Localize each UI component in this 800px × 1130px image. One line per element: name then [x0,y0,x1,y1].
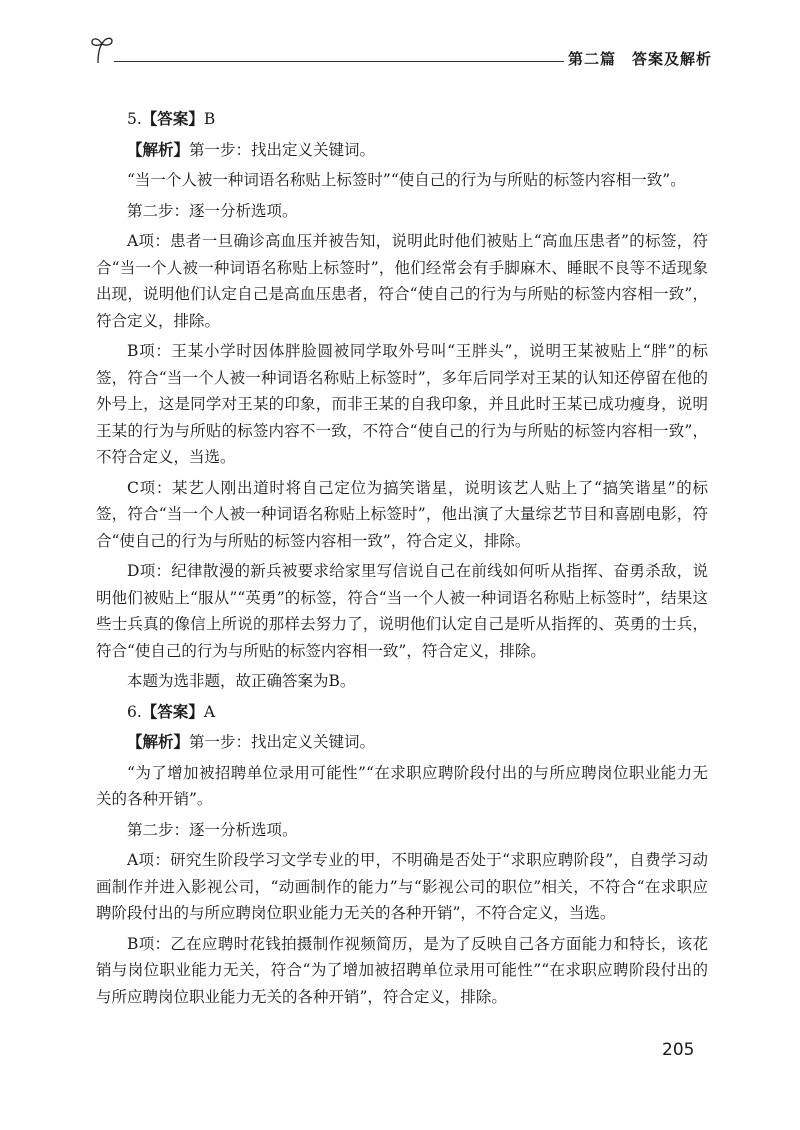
q6-option-a: A项：研究生阶段学习文学专业的甲，不明确是否处于“求职应聘阶段”，自费学习动画制作并进入影视公司，“动画制作的能力”与“影视公司的职位”相关，不符合“在求职应聘阶段付出的与所应聘岗位职业能力无关的各种开销”，不符合定义，当选。 [96,851,708,922]
q5-answer-num: 5. [127,110,142,128]
q6-step2: 第二步：逐一分析选项。 [127,820,298,839]
q6-answer-num: 6. [127,702,142,721]
q6-keywords: “为了增加被招聘单位录用可能性”“在求职应聘阶段付出的与所应聘岗位职业能力无关的各种开销”。 [96,763,708,808]
section-title: 第二篇 答案及解析 [567,50,712,68]
q5-step2: 第二步：逐一分析选项。 [127,201,298,220]
sprout-icon [90,34,116,64]
q6-answer [96,699,708,726]
q5-conclusion: 本题为选非题，故正确答案为B。 [127,672,356,690]
q5-option-a: A项：患者一旦确诊高血压并被告知，说明此时他们被贴上“高血压患者”的标签，符合“当一个人被一种词语名称贴上标签时”，他们经常会有手脚麻木、睡眠不良等不适现象出现，说明他们认定自己是高血压患者，符合“使自己的行为与所贴的标签内容相一致”，符合定义，排除。 [96,232,708,330]
q6-option-b: B项：乙在应聘时花钱拍摄制作视频简历，是为了反映自己各方面能力和特长，该花销与岗位职业能力无关，符合“为了增加被招聘单位录用可能性”“在求职应聘阶段付出的与所应聘岗位职业能力无关的各种开销”，符合定义，排除。 [96,934,708,1006]
q5-option-b: B项：王某小学时因体胖脸圆被同学取外号叫“王胖头”，说明王某被贴上“胖”的标签，符合“当一个人被一种词语名称贴上标签时”，多年后同学对王某的认知还停留在他的外号上，这是同学对王某的印象，而非王某的自我印象，并且此时王某已成功瘦身，说明王某的行为与所贴的标签内容不一致，不符合“使自己的行为与所贴的标签内容相一致”，不符合定义，当选。 [96,342,708,466]
q5-answer [96,106,708,133]
q6-analysis [96,729,708,756]
q5-answer-value: B [203,110,216,128]
q5-option-d: D项：纪律散漫的新兵被要求给家里写信说自己在前线如何听从指挥、奋勇杀敌，说明他们被贴上“服从”“英勇”的标签，符合“当一个人被一种词语名称贴上标签时”，结果这些士兵真的像信上所说的那样去努力了，说明他们认定自己是听从指挥的、英勇的士兵，符合“使自己的行为与所贴的标签内容相一致”，符合定义，排除。 [96,562,708,660]
page-header [90,34,712,74]
q6-answer-label: 【答案】 [141,702,204,721]
page-content [96,106,708,1014]
q5-analysis [96,137,708,164]
q5-option-c: C项：某艺人刚出道时将自己定位为搞笑谐星，说明该艺人贴上了“搞笑谐星”的标签，符合“当一个人被一种词语名称贴上标签时”，他出演了大量综艺节目和喜剧电影，符合“使自己的行为与所贴的标签内容相一致”，符合定义，排除。 [96,478,708,550]
page-number: 205 [662,1040,695,1060]
header-rule [114,61,564,62]
q6-step1: 第一步：找出定义关键词。 [189,733,376,751]
q5-keywords: “当一个人被一种词语名称贴上标签时”“使自己的行为与所贴的标签内容相一致”。 [127,171,686,189]
q5-analysis-label: 【解析】 [127,140,190,159]
q5-step1: 第一步：找出定义关键词。 [189,140,376,159]
q5-answer-label: 【答案】 [141,110,204,128]
q6-analysis-label: 【解析】 [127,733,190,751]
q6-answer-value: A [203,702,216,721]
